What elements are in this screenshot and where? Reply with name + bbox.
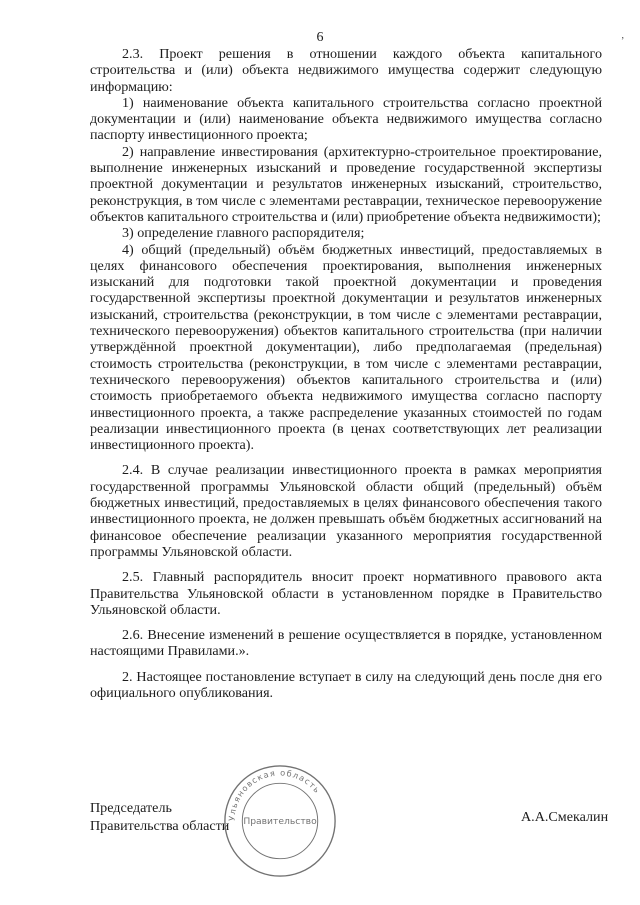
clause-2-5: 2.5. Главный распорядитель вносит проект нормативного правового акта Правительства Ульяновской области в установленном порядке в Правительство Ульяновской области.: [90, 569, 602, 618]
official-seal: [222, 763, 338, 879]
signatory-title: [90, 799, 229, 835]
page-number: 6: [316, 30, 324, 45]
seal-ring-text: Ульяновская область: [226, 767, 323, 822]
clause-2-effective: 2. Настоящее постановление вступает в силу на следующий день после дня его официального опубликования.: [90, 668, 602, 701]
item-3: 3) определение главного распорядителя;: [122, 225, 365, 242]
item-2: 2) направление инвестирования (архитектурно-строительное проектирование, выполнение инженерных изысканий и проведение государственной экспертизы проектной документации и результатов инженерных изысканий, строительство, реконструкция, в том числе с элементами реставрации, техническое перевооружение объектов капитального строительства и (или) приобретение объекта недвижимости);: [90, 143, 602, 225]
clause-2-3: 2.3. Проект решения в отношении каждого объекта капитального строительства и (или) объекта недвижимого имущества содержит следующую информацию:: [90, 46, 602, 95]
item-4: 4) общий (предельный) объём бюджетных инвестиций, предоставляемых в целях финансового обеспечения проектирования, выполнения инженерных изысканий для подготовки такой проектной документации и проведения государственной экспертизы проектной документации и результатов инженерных изысканий, строительства (реконструкции, в том числе с элементами реставрации, технического перевооружения) объектов капитального строительства (при наличии утверждённой проектной документации), либо предполагаемая (предельная) стоимость строительства (реконструкции, в том числе с элементами реставрации, технического перевооружения) объектов капитального строительства и (или) стоимость приобретаемого объекта недвижимого имущества согласно паспорту инвестиционного проекта, а также распределение указанных стоимостей по годам реализации инвестиционного проекта (в ценах соответствующих лет реализации инвестиционного проекта).: [90, 241, 602, 454]
document-body: [90, 46, 602, 701]
seal-center-text: Правительство: [243, 815, 317, 827]
corner-mark: ,: [621, 30, 624, 41]
signatory-title-line2: Правительства области: [90, 818, 230, 834]
signatory-name: А.А.Смекалин: [521, 809, 609, 825]
clause-2-4: 2.4. В случае реализации инвестиционного проекта в рамках мероприятия государственной программы Ульяновской области общий (предельный) объём бюджетных инвестиций, предоставляемых в целях финансового обеспечения такого инвестиционного проекта, не должен превышать объём бюджетных ассигнований на финансовое обеспечение реализации указанного мероприятия государственной программы Ульяновской области.: [90, 462, 602, 560]
signatory-title-line1: Председатель: [90, 800, 172, 816]
item-1: 1) наименование объекта капитального строительства согласно проектной документации и (или) наименование объекта недвижимого имущества согласно паспорту инвестиционного проекта;: [90, 94, 602, 144]
clause-2-6: 2.6. Внесение изменений в решение осуществляется в порядке, установленном настоящими Правилами.».: [90, 627, 602, 660]
